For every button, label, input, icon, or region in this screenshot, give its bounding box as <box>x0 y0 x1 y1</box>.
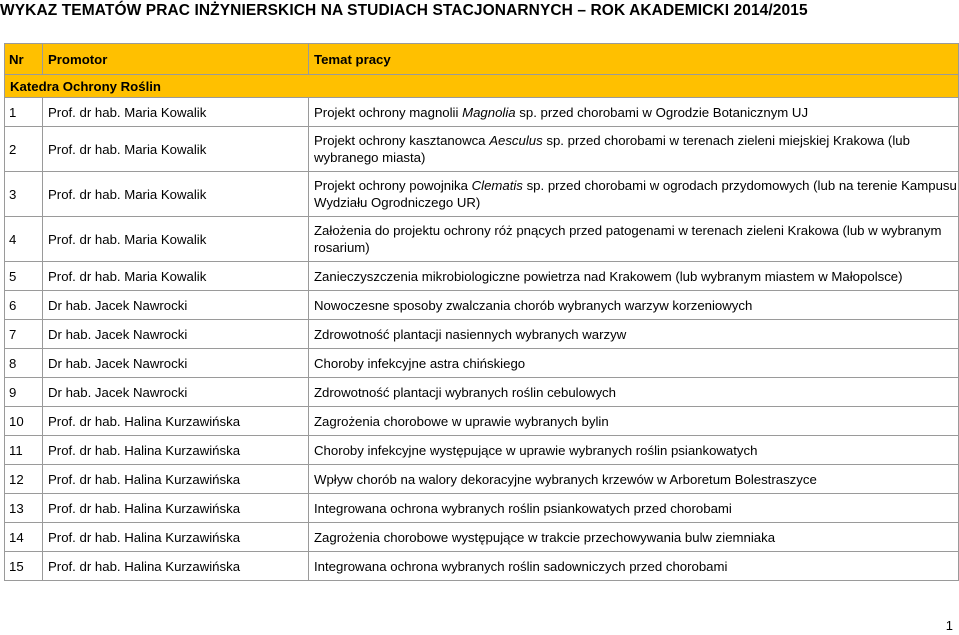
row-promotor: Dr hab. Jacek Nawrocki <box>43 349 309 378</box>
row-number: 9 <box>5 378 43 407</box>
topic-text: Projekt ochrony kasztanowca <box>314 133 490 148</box>
row-topic <box>309 407 959 436</box>
topic-text: Zagrożenia chorobowe w uprawie wybranych bylin <box>314 413 609 429</box>
topic-text: Wpływ chorób na walory dekoracyjne wybranych krzewów w Arboretum Bolestraszyce <box>314 471 817 487</box>
header-row <box>5 44 959 75</box>
table-row <box>5 320 959 349</box>
row-number: 8 <box>5 349 43 378</box>
table-row <box>5 436 959 465</box>
table-row <box>5 262 959 291</box>
table-row <box>5 217 959 262</box>
table-row <box>5 378 959 407</box>
row-promotor: Prof. dr hab. Maria Kowalik <box>43 172 309 217</box>
row-number: 2 <box>5 127 43 172</box>
topic-latin-name: Clematis <box>471 178 523 193</box>
header-nr: Nr <box>5 44 43 75</box>
topic-text: Projekt ochrony powojnika <box>314 178 472 193</box>
row-promotor: Dr hab. Jacek Nawrocki <box>43 291 309 320</box>
row-promotor: Prof. dr hab. Halina Kurzawińska <box>43 465 309 494</box>
row-number: 11 <box>5 436 43 465</box>
row-promotor: Prof. dr hab. Maria Kowalik <box>43 262 309 291</box>
row-promotor: Prof. dr hab. Maria Kowalik <box>43 217 309 262</box>
row-promotor: Prof. dr hab. Maria Kowalik <box>43 98 309 127</box>
row-number: 15 <box>5 552 43 581</box>
row-promotor: Dr hab. Jacek Nawrocki <box>43 378 309 407</box>
row-number: 1 <box>5 98 43 127</box>
table-row <box>5 494 959 523</box>
row-number: 10 <box>5 407 43 436</box>
row-promotor: Prof. dr hab. Halina Kurzawińska <box>43 552 309 581</box>
row-topic <box>309 436 959 465</box>
row-topic <box>309 552 959 581</box>
topic-text: Zdrowotność plantacji nasiennych wybranych warzyw <box>314 326 627 342</box>
category-row <box>5 75 959 98</box>
topic-text: Nowoczesne sposoby zwalczania chorób wybranych warzyw korzeniowych <box>314 297 753 313</box>
row-topic <box>309 262 959 291</box>
topic-text: Projekt ochrony magnolii <box>314 104 463 120</box>
row-number: 4 <box>5 217 43 262</box>
table-row <box>5 407 959 436</box>
row-topic <box>309 523 959 552</box>
table-row <box>5 172 959 217</box>
row-number: 12 <box>5 465 43 494</box>
topic-text: Integrowana ochrona wybranych roślin sadowniczych przed chorobami <box>314 558 728 574</box>
row-topic <box>309 465 959 494</box>
row-promotor: Prof. dr hab. Halina Kurzawińska <box>43 436 309 465</box>
table-row <box>5 127 959 172</box>
header-temat: Temat pracy <box>309 44 959 75</box>
header-promotor: Promotor <box>43 44 309 75</box>
row-topic <box>309 320 959 349</box>
category-label: Katedra Ochrony Roślin <box>5 75 959 98</box>
table-row <box>5 349 959 378</box>
document-title: WYKAZ TEMATÓW PRAC INŻYNIERSKICH NA STUDIACH STACJONARNYCH – ROK AKADEMICKI 2014/2015 <box>0 2 808 19</box>
row-topic <box>309 127 959 172</box>
table-row <box>5 291 959 320</box>
topic-text: Zdrowotność plantacji wybranych roślin cebulowych <box>314 384 616 400</box>
topic-text: Zagrożenia chorobowe występujące w trakcie przechowywania bulw ziemniaka <box>314 529 776 545</box>
row-number: 7 <box>5 320 43 349</box>
topic-text-rest: sp. przed chorobami w terenach zieleni miejskiej Krakowa (lub wybranego miasta) <box>314 133 910 165</box>
topic-text: Zanieczyszczenia mikrobiologiczne powietrza nad Krakowem (lub wybranym miastem w Małopolsce) <box>314 268 903 284</box>
row-number: 5 <box>5 262 43 291</box>
row-topic <box>309 98 959 127</box>
row-promotor: Prof. dr hab. Maria Kowalik <box>43 127 309 172</box>
row-number: 6 <box>5 291 43 320</box>
topic-text-rest: sp. przed chorobami w ogrodach przydomowych (lub na terenie Kampusu Wydziału Ogrodniczego UR) <box>314 178 957 210</box>
row-promotor: Dr hab. Jacek Nawrocki <box>43 320 309 349</box>
topic-latin-name: Magnolia <box>462 104 516 120</box>
topics-table <box>4 43 959 581</box>
page-number: 1 <box>945 618 953 633</box>
table-row <box>5 465 959 494</box>
row-topic <box>309 217 959 262</box>
topic-text: Choroby infekcyjne występujące w uprawie wybranych roślin psiankowatych <box>314 442 758 458</box>
row-promotor: Prof. dr hab. Halina Kurzawińska <box>43 407 309 436</box>
row-topic <box>309 349 959 378</box>
table-row <box>5 98 959 127</box>
topic-text: Integrowana ochrona wybranych roślin psiankowatych przed chorobami <box>314 500 732 516</box>
topic-text-rest: sp. przed chorobami w Ogrodzie Botanicznym UJ <box>515 104 809 120</box>
table-row <box>5 523 959 552</box>
row-number: 13 <box>5 494 43 523</box>
topic-latin-name: Aesculus <box>489 133 543 148</box>
row-promotor: Prof. dr hab. Halina Kurzawińska <box>43 494 309 523</box>
row-number: 3 <box>5 172 43 217</box>
row-topic <box>309 494 959 523</box>
table-row <box>5 552 959 581</box>
row-topic <box>309 291 959 320</box>
row-topic <box>309 378 959 407</box>
topic-text: Choroby infekcyjne astra chińskiego <box>314 355 526 371</box>
row-promotor: Prof. dr hab. Halina Kurzawińska <box>43 523 309 552</box>
row-number: 14 <box>5 523 43 552</box>
topic-text: Założenia do projektu ochrony róż pnących przed patogenami w terenach zieleni Krakowa (lub w wybranym rosarium) <box>314 223 942 255</box>
row-topic <box>309 172 959 217</box>
